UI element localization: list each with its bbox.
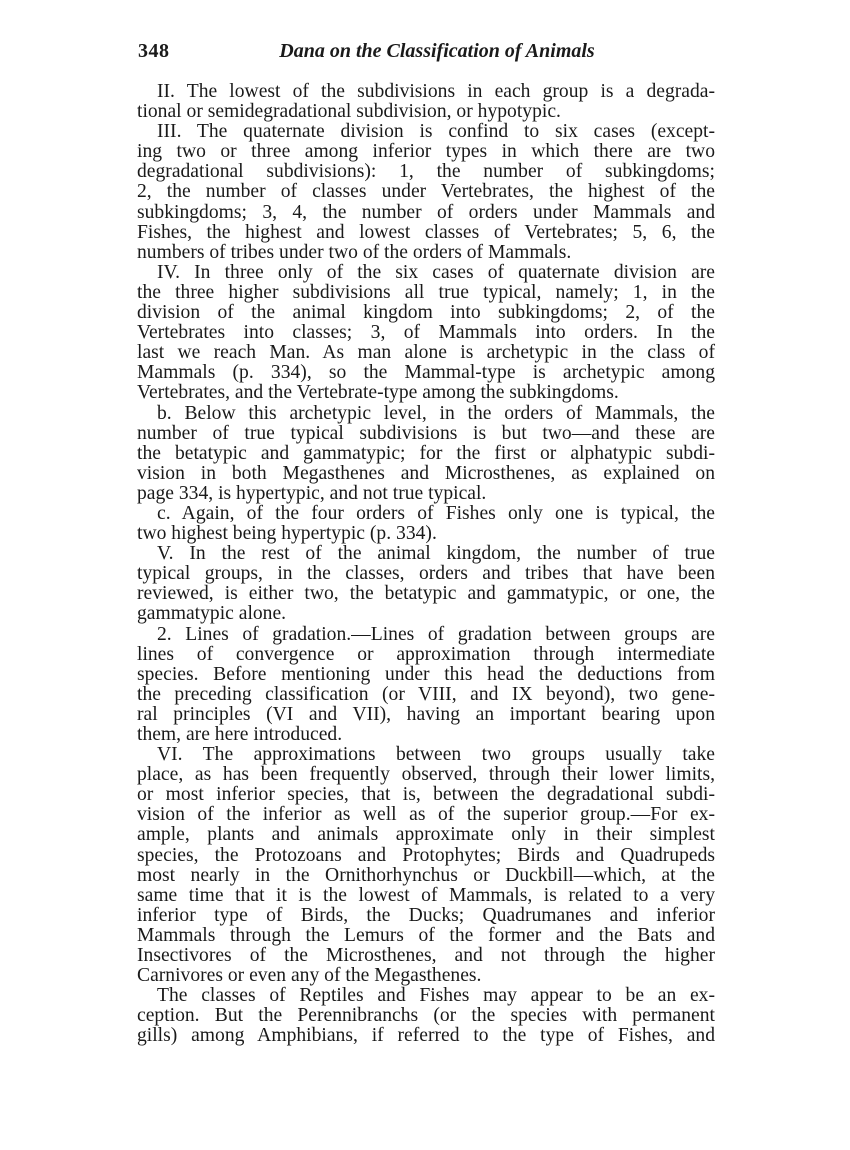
text-line: V. In the rest of the animal kingdom, the number of true	[157, 543, 715, 565]
text-line: III. The quaternate division is confind to six cases (except-	[157, 121, 715, 143]
text-line: or most inferior species, that is, between the degradational subdi-	[137, 784, 715, 806]
text-line: Mammals through the Lemurs of the former and the Bats and	[137, 924, 715, 946]
text-line: tional or semidegradational subdivision, or hypotypic.	[137, 101, 561, 123]
text-line: b. Below this archetypic level, in the orders of Mammals, the	[157, 402, 715, 424]
text-line: ing two or three among inferior types in which there are two	[137, 141, 715, 163]
text-line: number of true typical subdivisions is but two—and these are	[137, 422, 715, 444]
body-text	[137, 82, 715, 1047]
text-line: ample, plants and animals approximate only in their simplest	[137, 824, 715, 846]
text-line: ral principles (VI and VII), having an important bearing upon	[137, 703, 715, 725]
page-header	[138, 40, 716, 70]
text-line: reviewed, is either two, the betatypic and gammatypic, or one, the	[137, 583, 715, 605]
text-line: Carnivores or even any of the Megasthenes.	[137, 965, 482, 987]
running-head: Dana on the Classification of Animals	[279, 40, 595, 62]
text-line: the three higher subdivisions all true typical, namely; 1, in the	[137, 281, 715, 303]
text-line: Fishes, the highest and lowest classes of Vertebrates; 5, 6, the	[137, 221, 715, 243]
text-line: them, are here introduced.	[137, 724, 343, 745]
text-line: place, as has been frequently observed, through their lower limits,	[137, 764, 715, 786]
text-line: typical groups, in the classes, orders and tribes that have been	[137, 563, 715, 585]
text-line: page 334, is hypertypic, and not true typical.	[137, 482, 487, 504]
text-line: Mammals (p. 334), so the Mammal-type is archetypic among	[137, 362, 715, 384]
text-line: The classes of Reptiles and Fishes may appear to be an ex-	[157, 985, 715, 1007]
text-line: VI. The approximations between two groups usually take	[157, 744, 715, 766]
text-line: degradational subdivisions): 1, the number of subkingdoms;	[137, 161, 715, 183]
text-line: c. Again, of the four orders of Fishes only one is typical, the	[157, 502, 715, 524]
text-line: vision in both Megasthenes and Microsthenes, as explained on	[137, 462, 715, 484]
text-line: gills) among Amphibians, if referred to the type of Fishes, and	[137, 1025, 715, 1047]
text-line: numbers of tribes under two of the orders of Mammals.	[137, 241, 572, 263]
text-line: subkingdoms; 3, 4, the number of orders under Mammals and	[137, 201, 715, 223]
text-line: last we reach Man. As man alone is archetypic in the class of	[137, 342, 715, 364]
text-line: ception. But the Perennibranchs (or the species with permanent	[137, 1005, 715, 1027]
text-line: same time that it is the lowest of Mammals, is related to a very	[137, 884, 715, 906]
text-line: most nearly in the Ornithorhynchus or Duckbill—which, at the	[137, 864, 715, 886]
text-line: Vertebrates into classes; 3, of Mammals into orders. In the	[137, 322, 715, 344]
text-line: Insectivores of the Microsthenes, and not through the higher	[137, 945, 715, 967]
text-line: IV. In three only of the six cases of quaternate division are	[157, 261, 715, 283]
text-line: division of the animal kingdom into subkingdoms; 2, of the	[137, 302, 715, 324]
text-line: 2, the number of classes under Vertebrates, the highest of the	[137, 181, 715, 203]
text-line: the preceding classification (or VIII, and IX beyond), two gene-	[137, 683, 715, 705]
text-line: species. Before mentioning under this head the deductions from	[137, 663, 715, 685]
text-line: inferior type of Birds, the Ducks; Quadrumanes and inferior	[137, 904, 715, 926]
text-line: vision of the inferior as well as of the superior group.—For ex-	[137, 804, 715, 826]
text-line: lines of convergence or approximation through intermediate	[137, 643, 715, 665]
text-line: II. The lowest of the subdivisions in each group is a degrada-	[157, 81, 715, 102]
text-line: the betatypic and gammatypic; for the first or alphatypic subdi-	[137, 442, 715, 464]
page-number: 348	[138, 40, 170, 62]
text-line: gammatypic alone.	[137, 603, 287, 625]
text-line: species, the Protozoans and Protophytes; Birds and Quadrupeds	[137, 844, 715, 866]
text-line: two highest being hypertypic (p. 334).	[137, 523, 437, 545]
text-line: 2. Lines of gradation.—Lines of gradation between groups are	[157, 623, 715, 645]
text-line: Vertebrates, and the Vertebrate-type among the subkingdoms.	[137, 382, 619, 404]
